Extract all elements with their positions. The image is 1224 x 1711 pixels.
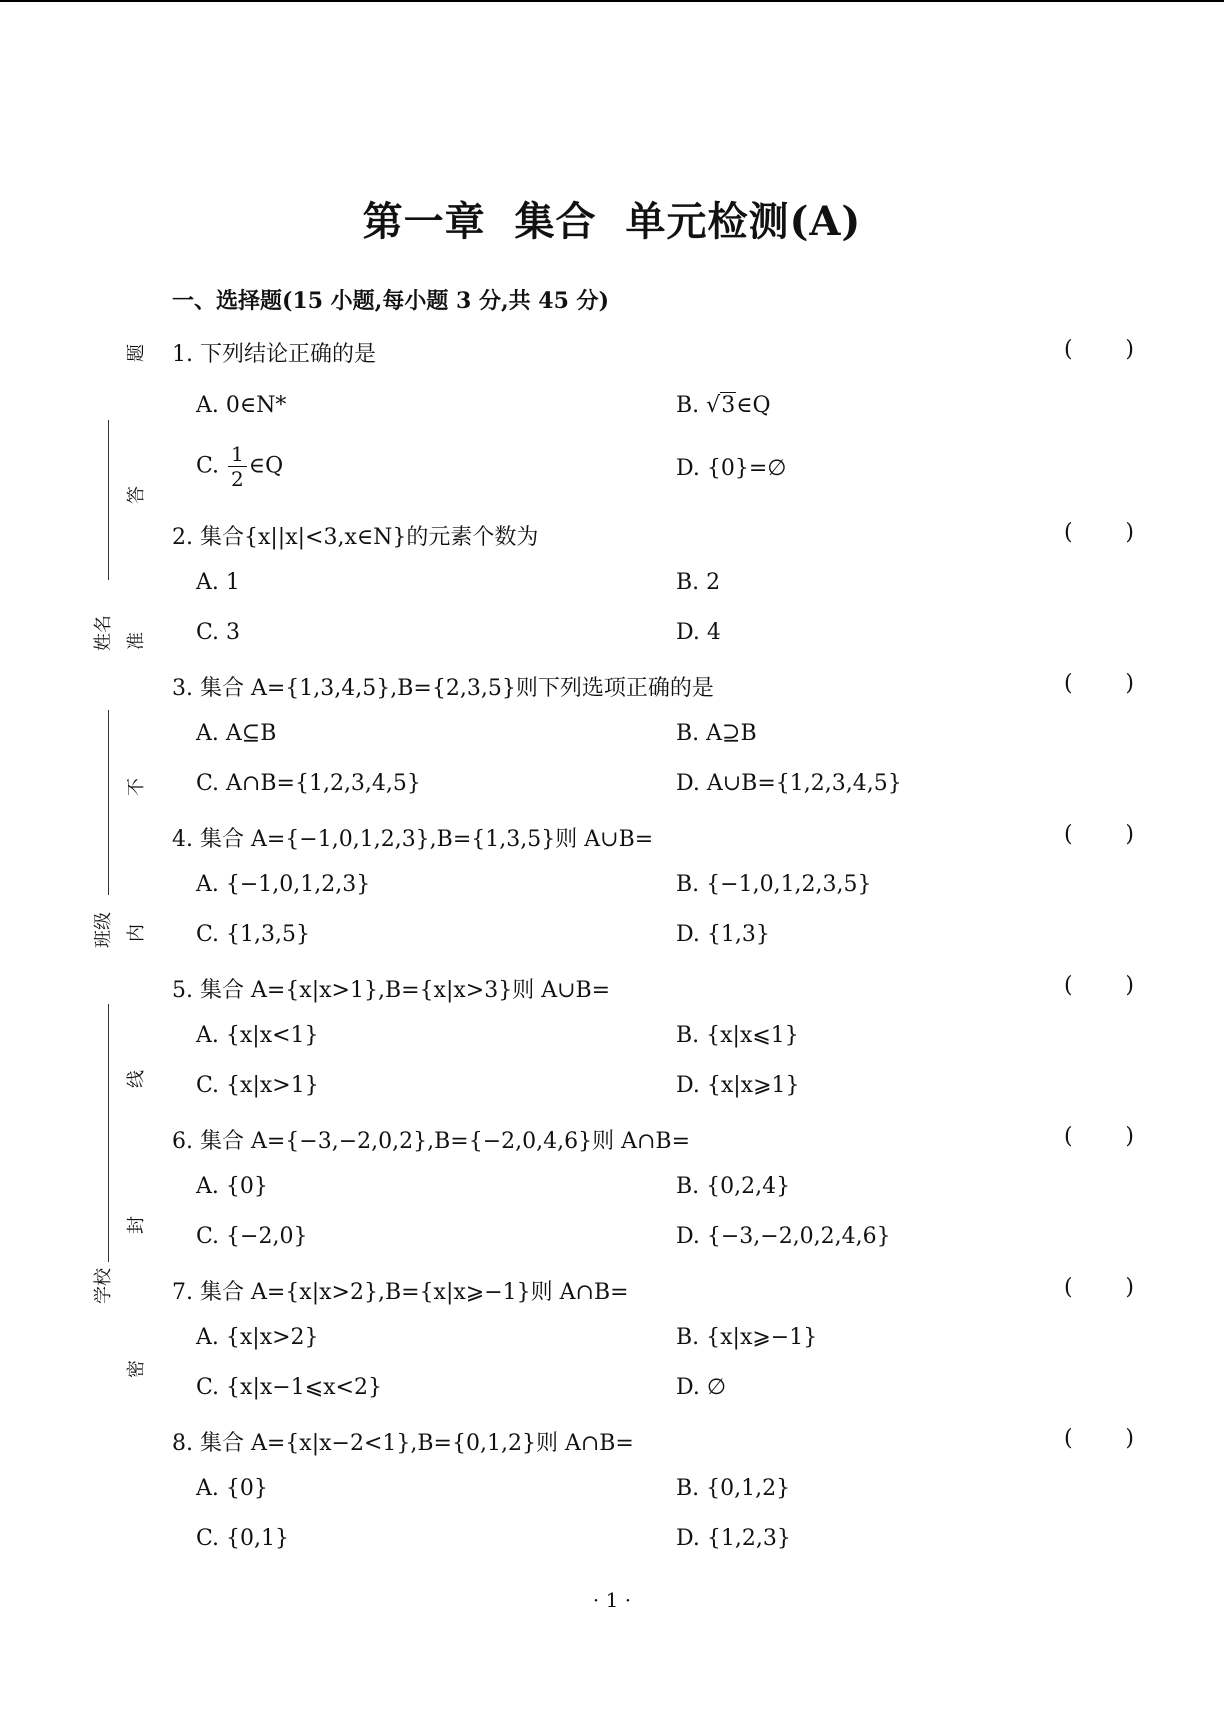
- option-d: D. {0}=∅: [676, 456, 787, 481]
- option-d: D. ∅: [676, 1375, 727, 1400]
- option-d: D. A∪B={1,2,3,4,5}: [676, 771, 902, 796]
- option-c: C. {x|x−1⩽x<2}: [196, 1375, 382, 1400]
- page-title: 第一章 集合 单元检测(A): [362, 198, 862, 245]
- seal-char: 封: [126, 1216, 147, 1234]
- option-c: C. A∩B={1,2,3,4,5}: [196, 771, 421, 796]
- option-a: A. {x|x>2}: [196, 1325, 319, 1350]
- seal-char: 密: [126, 1360, 147, 1378]
- option-a: A. {0}: [196, 1476, 268, 1501]
- answer-parentheses: ( ): [1064, 671, 1134, 696]
- page-number: · 1 ·: [592, 1588, 632, 1612]
- question-stem: 4. 集合 A={−1,0,1,2,3},B={1,3,5}则 A∪B=: [172, 827, 654, 852]
- seal-char: 不: [126, 778, 147, 796]
- question-stem: 5. 集合 A={x|x>1},B={x|x>3}则 A∪B=: [172, 978, 611, 1003]
- option-a: A. A⊆B: [196, 721, 277, 746]
- class-label: 班级: [93, 912, 114, 948]
- option-a: A. 1: [196, 570, 240, 595]
- option-d: D. 4: [676, 620, 721, 645]
- answer-parentheses: ( ): [1064, 1124, 1134, 1149]
- section-heading: 一、选择题(15 小题,每小题 3 分,共 45 分): [172, 288, 609, 314]
- binding-line: [108, 710, 109, 895]
- option-c: C. 3: [196, 620, 241, 645]
- option-d: D. {1,2,3}: [676, 1526, 791, 1551]
- seal-char: 线: [126, 1070, 147, 1088]
- question-stem: 6. 集合 A={−3,−2,0,2},B={−2,0,4,6}则 A∩B=: [172, 1129, 691, 1154]
- answer-parentheses: ( ): [1064, 337, 1134, 362]
- option-c: C. {−2,0}: [196, 1224, 308, 1249]
- option-d: D. {1,3}: [676, 922, 770, 947]
- option-b: B. {x|x⩾−1}: [676, 1325, 818, 1350]
- option-c: C. {0,1}: [196, 1526, 290, 1551]
- fraction: $\frac{1}{2}$: [228, 444, 247, 489]
- option-d: D. {−3,−2,0,2,4,6}: [676, 1224, 891, 1249]
- option-b: B. {x|x⩽1}: [676, 1023, 799, 1048]
- answer-parentheses: ( ): [1064, 822, 1134, 847]
- option-c: C. {x|x>1}: [196, 1073, 319, 1098]
- question-stem: 8. 集合 A={x|x−2<1},B={0,1,2}则 A∩B=: [172, 1431, 634, 1456]
- seal-char: 准: [126, 632, 147, 650]
- seal-char: 内: [126, 924, 147, 942]
- sqrt-icon: √: [706, 393, 721, 418]
- question-stem: 7. 集合 A={x|x>2},B={x|x⩾−1}则 A∩B=: [172, 1280, 629, 1305]
- option-a: A. {0}: [196, 1174, 268, 1199]
- top-rule: [0, 0, 1224, 2]
- option-c: C. {1,3,5}: [196, 922, 311, 947]
- option-b: B. {−1,0,1,2,3,5}: [676, 872, 872, 897]
- answer-parentheses: ( ): [1064, 1426, 1134, 1451]
- name-label: 姓名: [93, 615, 114, 651]
- binding-line: [108, 420, 109, 580]
- answer-parentheses: ( ): [1064, 520, 1134, 545]
- answer-parentheses: ( ): [1064, 973, 1134, 998]
- option-b: B. A⊇B: [676, 721, 757, 746]
- option-b: B. {0,1,2}: [676, 1476, 791, 1501]
- option-a: A. {x|x<1}: [196, 1023, 319, 1048]
- question-stem: 2. 集合{x||x|<3,x∈N}的元素个数为: [172, 525, 539, 550]
- option-b: B. {0,2,4}: [676, 1174, 791, 1199]
- option-a: A. {−1,0,1,2,3}: [196, 872, 371, 897]
- seal-char: 题: [126, 344, 147, 362]
- seal-char: 答: [126, 486, 147, 504]
- question-stem: 1. 下列结论正确的是: [172, 342, 376, 367]
- question-stem: 3. 集合 A={1,3,4,5},B={2,3,5}则下列选项正确的是: [172, 676, 714, 701]
- school-label: 学校: [93, 1268, 114, 1304]
- answer-parentheses: ( ): [1064, 1275, 1134, 1300]
- binding-line: [108, 1004, 109, 1262]
- option-b: B. √3∈Q: [676, 393, 771, 418]
- option-a: A. 0∈N*: [196, 393, 287, 418]
- option-c: C. $\frac{1}{2}$ ∈Q: [196, 442, 284, 491]
- option-b: B. 2: [676, 570, 721, 595]
- option-d: D. {x|x⩾1}: [676, 1073, 800, 1098]
